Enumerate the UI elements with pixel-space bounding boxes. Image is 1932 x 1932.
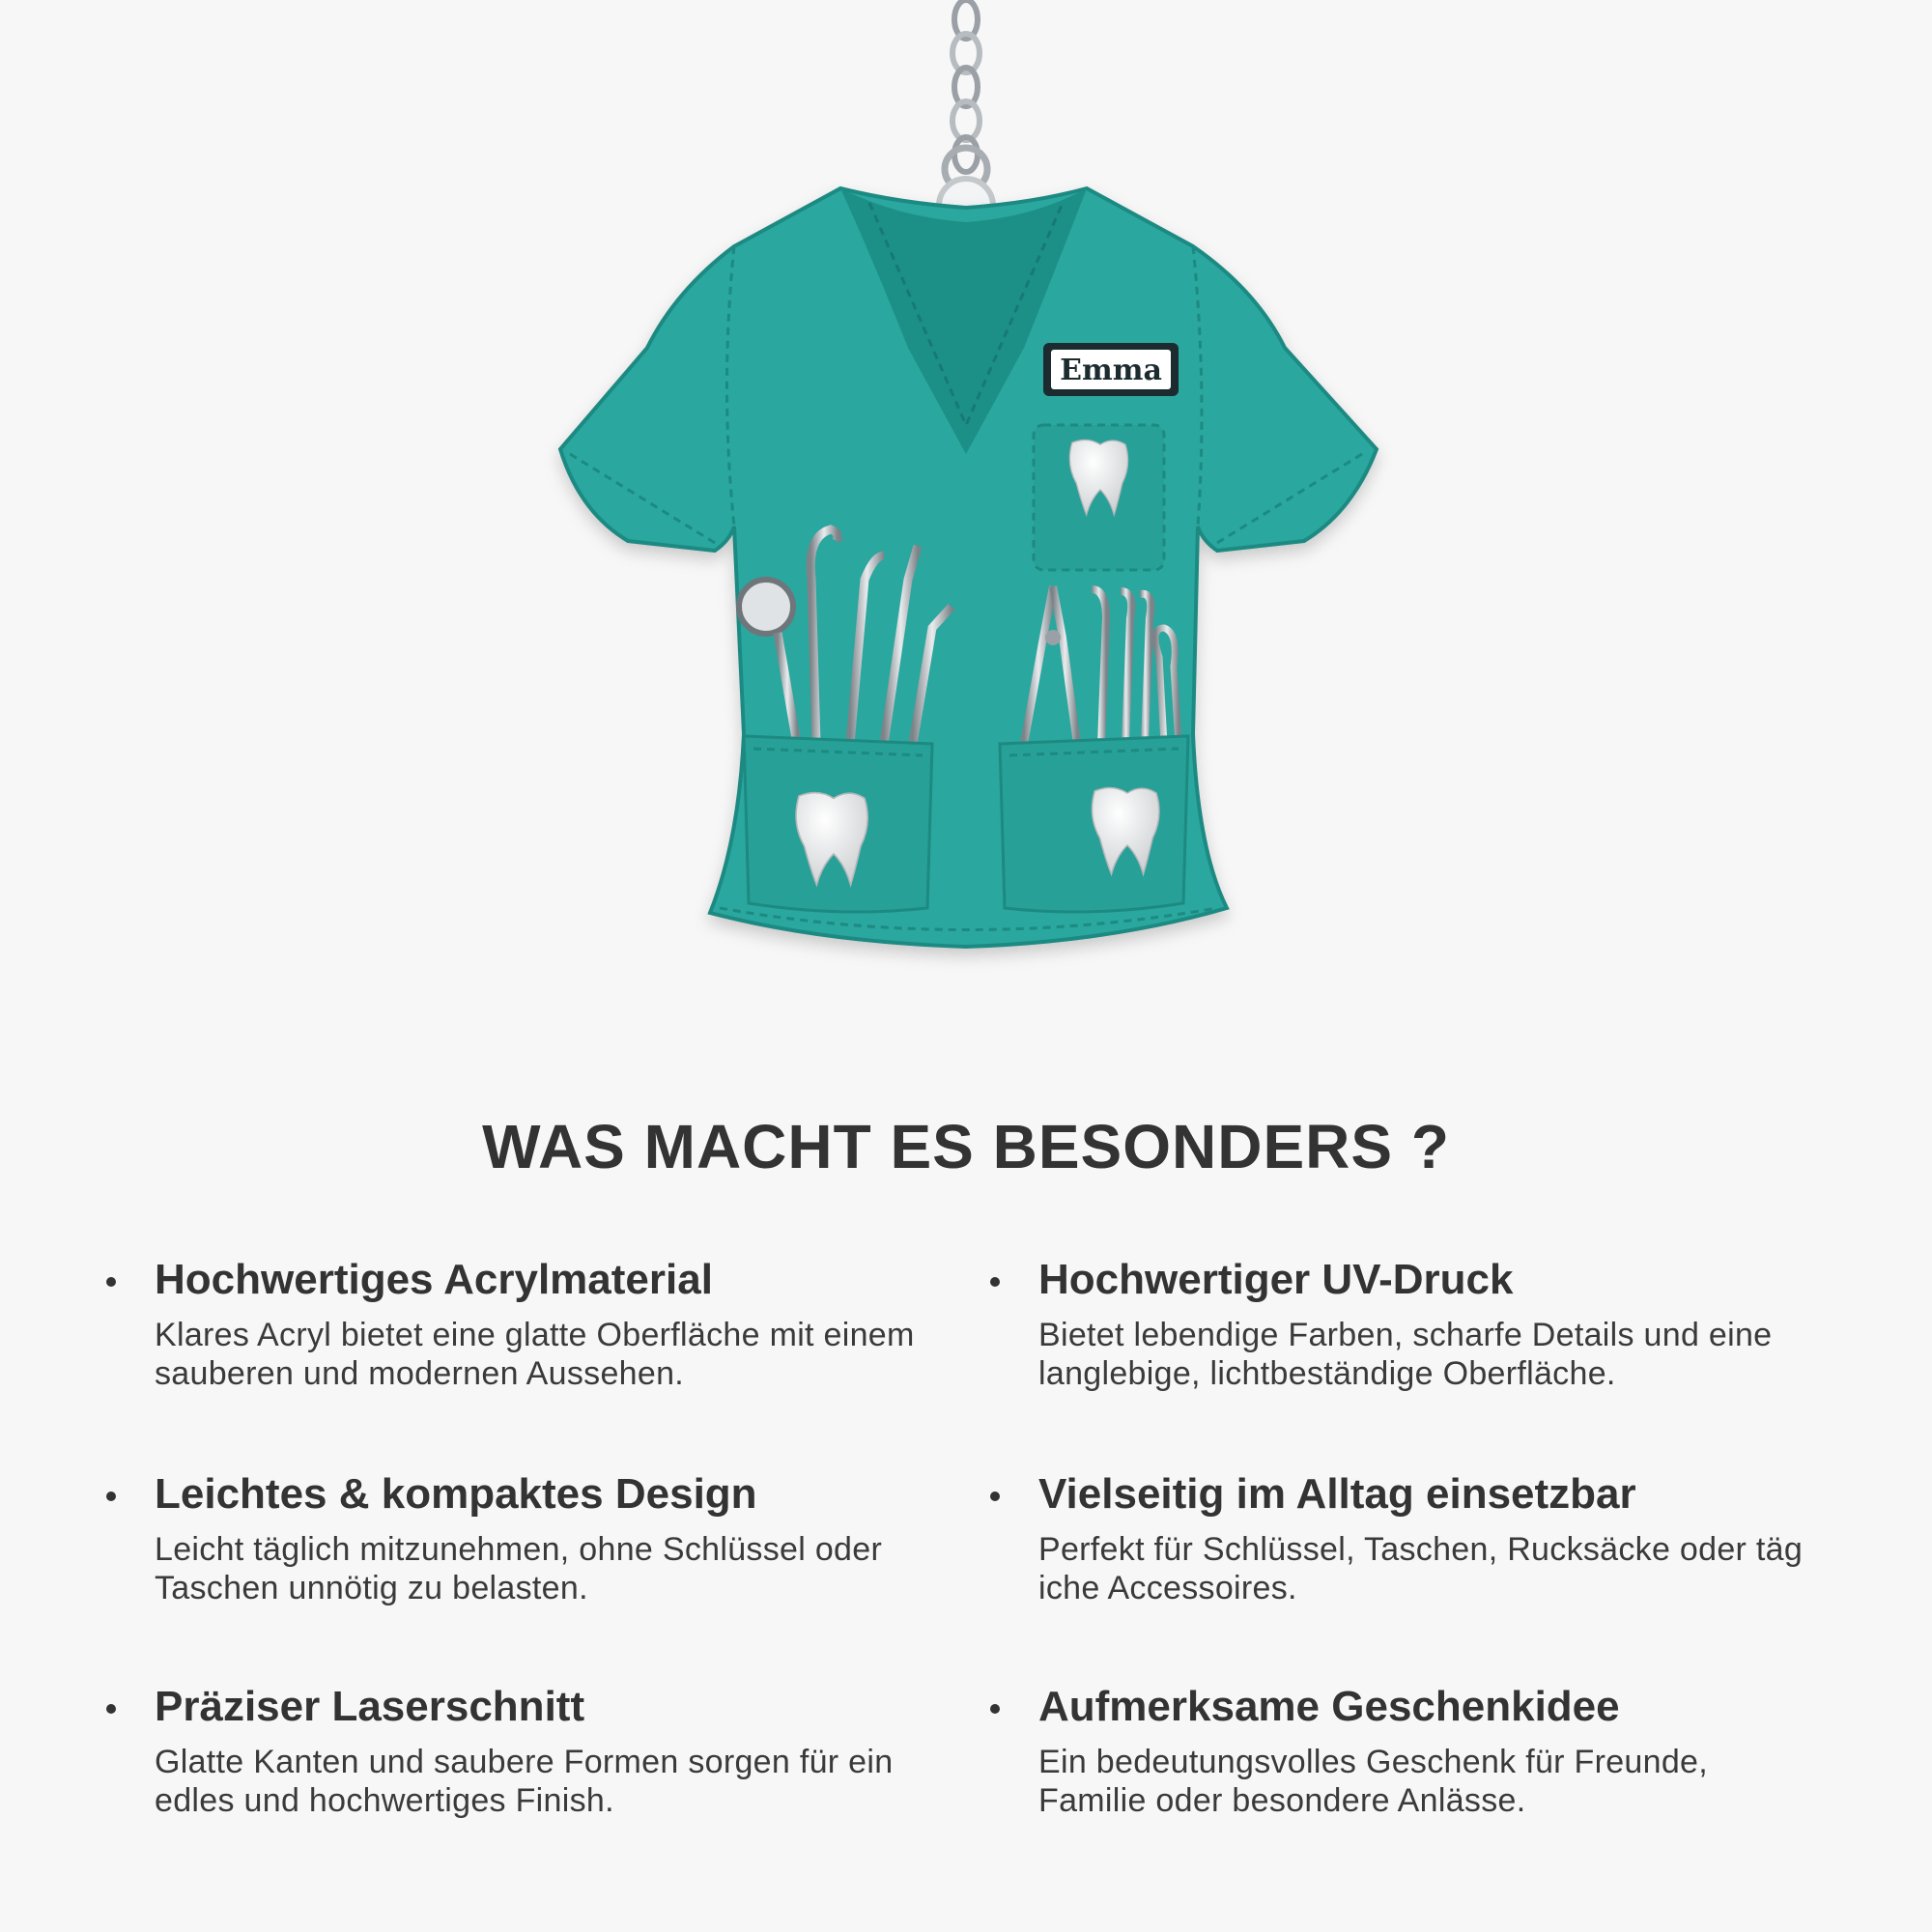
feature-title: Vielseitig im Alltag einsetzbar (1038, 1470, 1636, 1518)
feature-text: Ein bedeutungsvolles Geschenk für Freunde, Familie oder besondere Anlässe. (1038, 1744, 1709, 1819)
features-list (106, 1256, 1845, 1835)
bullet-icon (106, 1277, 116, 1287)
name-tag (1043, 343, 1179, 396)
feature-title: Leichtes & kompaktes Design (155, 1470, 757, 1518)
bullet-icon (990, 1277, 1000, 1287)
feature-title: Aufmerksame Geschenkidee (1038, 1683, 1620, 1730)
bullet-icon (990, 1492, 1000, 1501)
feature-text: Leicht täglich mitzunehmen, ohne Schlüssel oder Taschen unnötig zu belasten. (155, 1531, 883, 1606)
feature-title: Hochwertiger UV-Druck (1038, 1256, 1514, 1303)
feature-title: Präziser Laserschnitt (155, 1683, 585, 1730)
feature-text: Klares Acryl bietet eine glatte Oberfläche mit einem sauberen und modernen Aussehen. (155, 1317, 915, 1392)
name-tag-text: Emma (1060, 354, 1162, 387)
feature-text: Glatte Kanten und saubere Formen sorgen für ein edles und hochwertiges Finish. (155, 1744, 894, 1819)
feature-text: Bietet lebendige Farben, scharfe Details und eine langlebige, lichtbeständige Oberfläche. (1038, 1317, 1773, 1392)
bullet-icon (106, 1704, 116, 1714)
bullet-icon (106, 1492, 116, 1501)
feature-title: Hochwertiges Acrylmaterial (155, 1256, 713, 1303)
bullet-icon (990, 1704, 1000, 1714)
feature-text: Perfekt für Schlüssel, Taschen, Rucksäcke oder täg iche Accessoires. (1038, 1531, 1804, 1606)
section-heading: WAS MACHT ES BESONDERS ? (482, 1112, 1450, 1181)
scrub-shirt (560, 188, 1377, 947)
